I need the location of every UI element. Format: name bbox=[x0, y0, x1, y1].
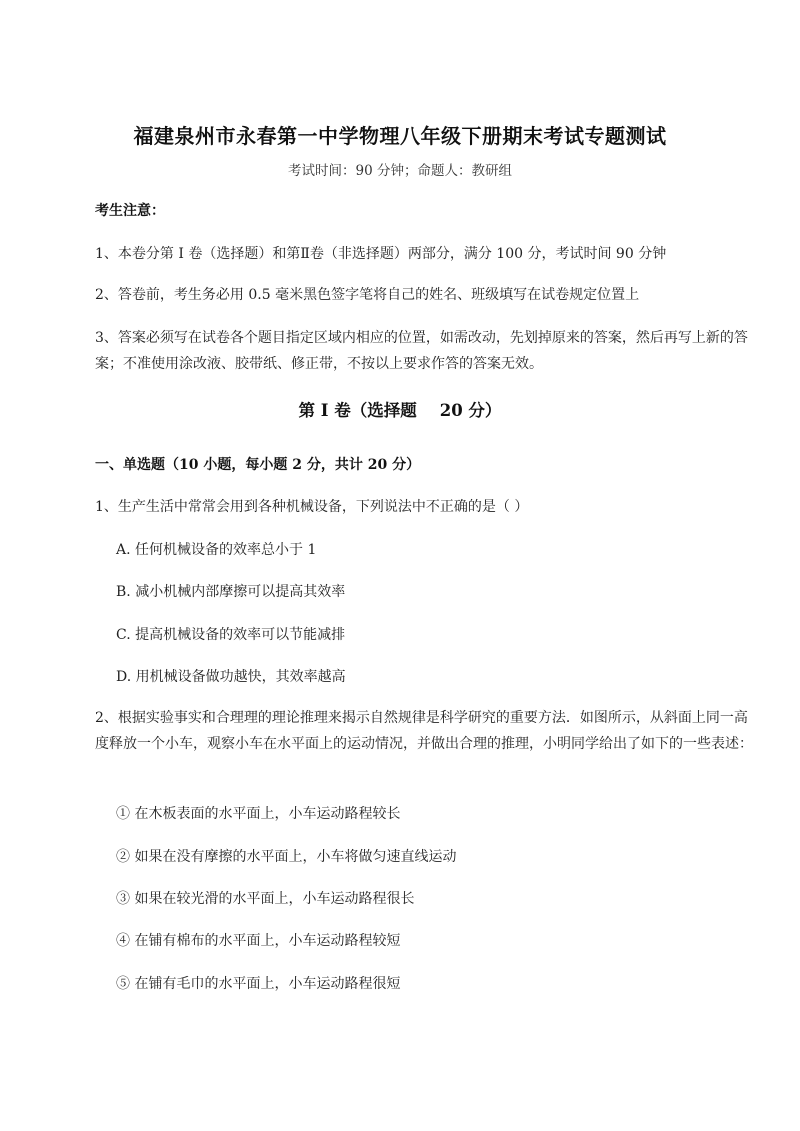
statement-item: ① 在木板表面的水平面上，小车运动路程较长 bbox=[116, 806, 401, 822]
note-item: 1、本卷分第 I 卷（选择题）和第Ⅱ卷（非选择题）两部分，满分 100 分，考试时间 90 分钟 bbox=[95, 246, 667, 262]
statement-item: ⑤ 在铺有毛巾的水平面上，小车运动路程很短 bbox=[116, 976, 401, 992]
section-title: 第 I 卷（选择题 20 分） bbox=[298, 401, 502, 420]
statement-item: ③ 如果在较光滑的水平面上，小车运动路程很长 bbox=[116, 891, 415, 907]
note-item: 3、答案必须写在试卷各个题目指定区域内相应的位置，如需改动，先划掉原来的答案，然后再写上新的答案；不准使用涂改液、胶带纸、修正带，不按以上要求作答的答案无效。 bbox=[95, 330, 748, 372]
part-heading: 一、单选题（10 小题，每小题 2 分，共计 20 分） bbox=[95, 457, 421, 473]
option-b: B. 减小机械内部摩擦可以提高其效率 bbox=[116, 584, 346, 600]
option-a: A. 任何机械设备的效率总小于 1 bbox=[116, 542, 317, 558]
exam-title: 福建泉州市永春第一中学物理八年级下册期末考试专题测试 bbox=[133, 124, 667, 148]
exam-subtitle: 考试时间：90 分钟；命题人：教研组 bbox=[288, 163, 512, 179]
question-stem: 2、根据实验事实和合理理的理论推理来揭示自然规律是科学研究的重要方法．如图所示，从斜面上同一高度释放一个小车，观察小车在水平面上的运动情况，并做出合理的推理，小明同学给出了如下的一些表述： bbox=[95, 710, 753, 752]
option-d: D. 用机械设备做功越快，其效率越高 bbox=[116, 669, 346, 685]
option-c: C. 提高机械设备的效率可以节能减排 bbox=[116, 627, 346, 643]
notes-heading: 考生注意： bbox=[95, 203, 165, 219]
statement-item: ② 如果在没有摩擦的水平面上，小车将做匀速直线运动 bbox=[116, 849, 457, 865]
statement-item: ④ 在铺有棉布的水平面上，小车运动路程较短 bbox=[116, 933, 401, 949]
question-stem: 1、生产生活中常常会用到各种机械设备，下列说法中不正确的是（ ） bbox=[95, 499, 529, 515]
note-item: 2、答卷前，考生务必用 0.5 毫米黑色签字笔将自己的姓名、班级填写在试卷规定位置上 bbox=[95, 287, 640, 303]
